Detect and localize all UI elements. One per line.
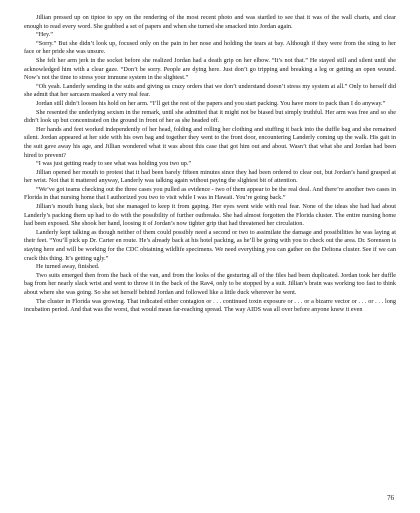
paragraph: She felt her arm jerk in the socket before she realized Jordan had a death grip on her elbow. “It’s not that.” He stayed still and silent until she acknowledged him with a clear gaze. “Don’t be sorry. People are dying here. Just don’t go tripping and breaking a leg or getting an open wound. Now’s not the time to stress your immune system in the slightest.” xyxy=(24,56,396,82)
paragraph: She resented the underlying sexism in the remark, until she admitted that it might not be biased but simply truthful. Her arm was free and so she didn’t look up but concentrated on the ground in front of her as she headed off. xyxy=(24,108,396,125)
paragraph: “Hey.” xyxy=(36,31,53,39)
paragraph: “I was just getting ready to see what was holding you two up.” xyxy=(36,160,192,168)
paragraph: Landerly kept talking as though neither of them could possibly need a second or two to assimilate the damage and possibilities he was laying at their feet. “You’ll pick up Dr. Carter en route. He’s already back at his hotel packing, as he’ll be going with you to check out the area. Dr. Sorenson is staying here and will be working for the CDC obtaining wildlife specimens. We need everything you can gather on the Deltona cluster. See if we can crack this thing. It’s getting ugly.” xyxy=(24,228,396,262)
paragraph: Jillian pressed up on tiptoe to spy on the rendering of the most recent photo and was startled to see that it was of the wall charts, and clear enough to read every word. She grabbed a set of papers and when she turned she smacked into Jordan again. xyxy=(24,14,396,30)
paragraph: Jillian opened her mouth to protest that it had been barely fifteen minutes since they had been ordered to clear out, but Jordan’s hand grasped at her wrist. Not that it mattered anyway, Landerly was talking again without paying the slightest bit of attention. xyxy=(24,168,396,185)
paragraph: Jordan still didn’t loosen his hold on her arm. “I’ll get the rest of the papers and you start packing. You have more to pack than I do anyway.” xyxy=(36,99,386,107)
paragraph: “Oh yeah. Landerly sending in the suits and giving us crazy orders that we don’t understand doesn’t stress my system at all.” Only to herself did she admit that her sarcasm masked a very real fear. xyxy=(24,82,396,99)
body-text xyxy=(24,14,396,315)
paragraph: “Sorry.” But she didn’t look up, focused only on the pain in her nose and holding the tears at bay. Although if they were from the sting to her face or her pride she was unsure. xyxy=(24,39,396,56)
paragraph: He turned away, finished. xyxy=(36,263,100,271)
paragraph: Her hands and feet worked independently of her head, folding and rolling her clothing and stuffing it back into the duffle bag and she remained silent. Jordan appeared at her side with his own bag and together they went to the front door, encountering Landerly coming up the walk. His gait in the suit gave away his age, and Jillian wondered what it was about this case that got him out and about. Wasn’t that what she and Jordan had been hired to prevent? xyxy=(24,125,396,159)
paragraph: “We’ve got teams checking out the three cases you pulled as evidence - two of them appear to be the real deal. And there’re another two cases in Florida in that nursing home that I authorized you two to visit while I was in Hawaii. You’re going back.” xyxy=(24,185,396,202)
paragraph: Jillian’s mouth hung slack, but she managed to keep it from gaping. Her eyes went wide with real fear. None of the ideas she had had about Landerly’s packing them up had to do with the possibility of further outbreaks. She had almost forgotten the Florida cluster. The entire nursing home had been exposed. She shook her hand, loosing it of Jordan’s now tighter grip that had threatened her circulation. xyxy=(24,203,396,228)
paragraph: The cluster in Florida was growing. That indicated either contagion or . . . continued toxin exposure or . . . or a bizarre vector or . . . or . . . long incubation period. And that was the worst, that would mean far-reaching spread. The way AIDS was all over before anyone knew it even xyxy=(24,297,396,314)
paragraph: Two suits emerged then from the back of the van, and from the looks of the gesturing all of the files had been duplicated. Jordan took her duffle bag from her nearly slack wrist and went to throw it in the back of the Rav4, only to be stopped by a suit. Jillian’s brain was working too fast to think about where she was going. So she set herself behind Jordan and followed like a little duck wherever he went. xyxy=(24,271,396,296)
page-number: 76 xyxy=(387,494,394,502)
